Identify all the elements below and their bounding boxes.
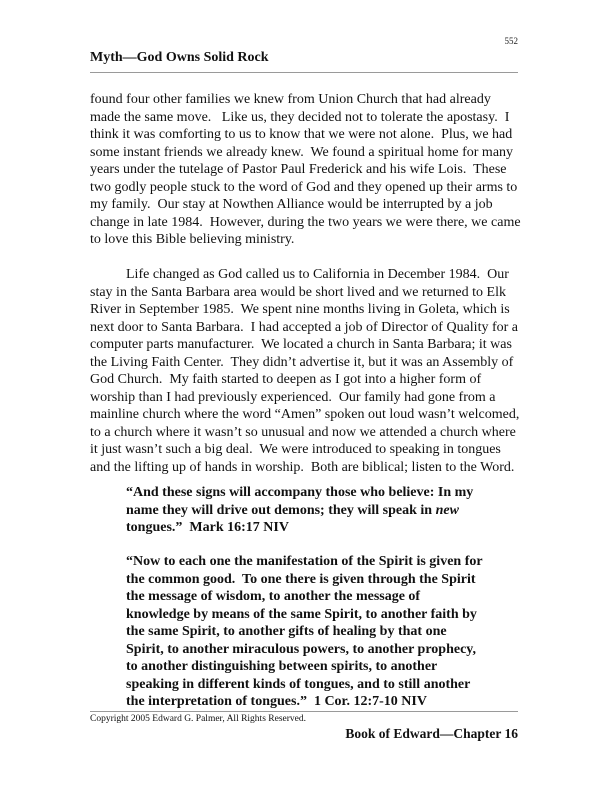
text-line: my family. Our stay at Nowthen Alliance would be interrupted by a job	[90, 197, 493, 212]
text-line: Life changed as God called us to California in December 1984. Our	[126, 267, 509, 282]
quote-line-text: name they will drive out demons; they will speak in	[126, 502, 436, 518]
scripture-quote-mark	[126, 484, 526, 537]
emphasized-word: new	[435, 502, 459, 518]
quote-line: tongues.” Mark 16:17 NIV	[126, 520, 289, 535]
paragraph-1	[90, 91, 522, 249]
text-line: and the lifting up of hands in worship. Both are biblical; listen to the Word.	[90, 459, 515, 475]
text-line: made the same move. Like us, they decided not to tolerate the apostasy. I	[90, 109, 510, 125]
quote-line	[126, 502, 526, 520]
text-line: River in September 1985. We spent nine months living in Goleta, which is	[90, 302, 510, 317]
footer-divider	[90, 711, 518, 712]
text-line: stay in the Santa Barbara area would be short lived and we returned to Elk	[90, 284, 506, 300]
text-line: think it was comforting to us to know that we were not alone. Plus, we had	[90, 127, 513, 142]
text-line: years under the tutelage of Pastor Paul Frederick and his wife Lois. These	[90, 162, 507, 177]
text-line: it just wasn’t such a big deal. We were introduced to speaking in tongues	[90, 442, 501, 457]
quote-line: to another distinguishing between spirits, to another	[126, 659, 438, 674]
header-divider	[90, 72, 518, 73]
paragraph-2	[90, 266, 522, 476]
quote-line: speaking in different kinds of tongues, and to still another	[126, 676, 471, 692]
text-line: two godly people stuck to the word of God and they opened up their arms to	[90, 179, 518, 195]
text-line: the Living Faith Center. They didn’t advertise it, but it was an Assembly of	[90, 354, 514, 370]
quote-line: “Now to each one the manifestation of the Spirit is given for	[126, 554, 483, 569]
text-line: to a church where it wasn’t so unusual and now we attended a church where	[90, 424, 516, 440]
copyright-notice: Copyright 2005 Edward G. Palmer, All Rights Reserved.	[90, 714, 306, 724]
quote-line: Spirit, to another miraculous powers, to another prophecy,	[126, 641, 477, 657]
quote-line: the message of wisdom, to another the message of	[126, 589, 421, 604]
text-line: found four other families we knew from Union Church that had already	[90, 92, 491, 107]
text-line: to love this Bible believing ministry.	[90, 232, 295, 247]
quote-line: the common good. To one there is given through the Spirit	[126, 571, 476, 587]
text-line: next door to Santa Barbara. I had accepted a job of Director of Quality for a	[90, 319, 518, 335]
quote-line: “And these signs will accompany those who believe: In my	[126, 485, 474, 500]
quote-line: the same Spirit, to another gifts of healing by that one	[126, 624, 447, 639]
body-text	[90, 91, 522, 476]
text-line: worship than I had previously experienced. Our family had gone from a	[90, 389, 496, 405]
text-line: God Church. My faith started to deepen as I got into a higher form of	[90, 372, 482, 387]
text-line: some instant friends we already knew. We found a spiritual home for many	[90, 144, 514, 160]
text-line: mainline church where the word “Amen” spoken out loud wasn’t welcomed,	[90, 407, 520, 422]
page-number: 552	[504, 36, 518, 46]
quote-line: knowledge by means of the same Spirit, to another faith by	[126, 606, 477, 622]
quote-line: the interpretation of tongues.” 1 Cor. 12:7-10 NIV	[126, 694, 427, 709]
scripture-quote-corinthians	[126, 553, 526, 711]
text-line: computer parts manufacturer. We located a church in Santa Barbara; it was	[90, 337, 512, 352]
footer-book-chapter: Book of Edward—Chapter 16	[345, 726, 518, 741]
running-header-title: Myth—God Owns Solid Rock	[90, 50, 269, 65]
text-line: change in late 1984. However, during the two years we were there, we came	[90, 214, 521, 230]
